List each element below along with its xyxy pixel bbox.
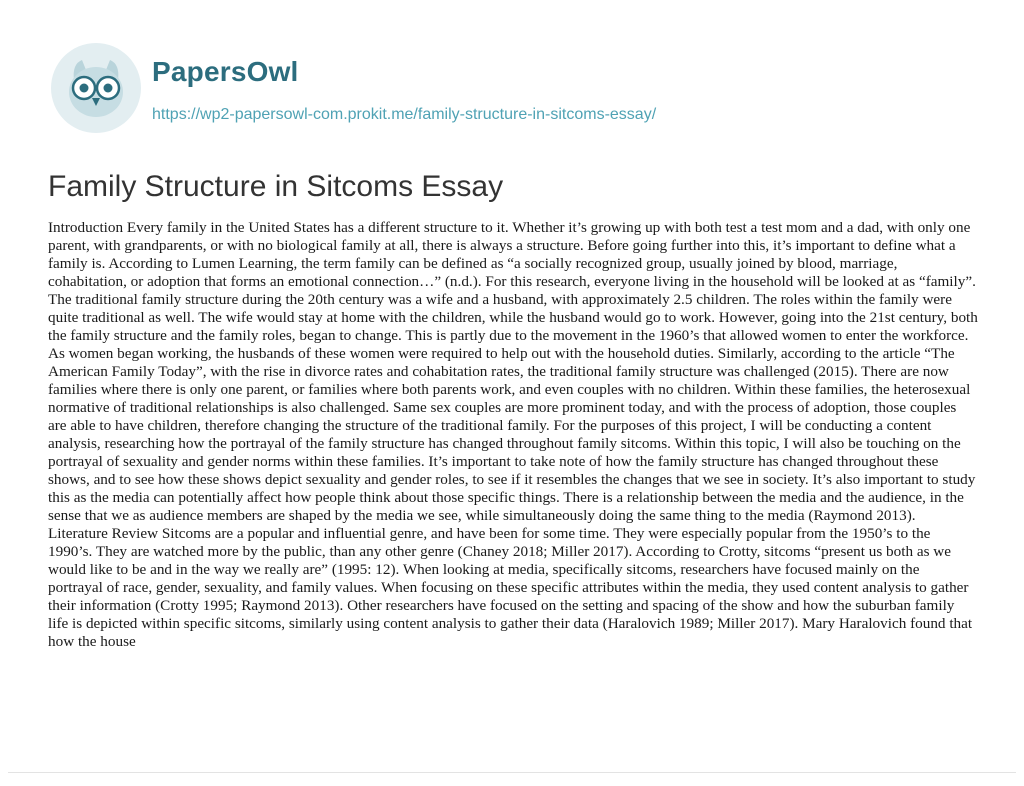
owl-logo-icon[interactable]: [48, 40, 144, 136]
essay-body: Introduction Every family in the United States has a different structure to it. Whether it’s growing up with both test a test mom and a dad, with only one parent, with grandparents, or with no biological family at all, there is always a structure. Before going further into this, it’s important to define what a family is. According to Lumen Learning, the term family can be defined as “a socially recognized group, usually joined by blood, marriage, cohabitation, or adoption that forms an emotional connection…” (n.d.). For this research, everyone living in the household will be looked at as “family”. The traditional family structure during the 20th century was a wife and a husband, with approximately 2.5 children. The roles within the family were quite traditional as well. The wife would stay at home with the children, while the husband would go to work. However, going into the 21st century, both the family structure and the family roles, began to change. This is partly due to the movement in the 1960’s that allowed women to enter the workforce. As women began working, the husbands of these women were required to help out with the household duties. Similarly, according to the article “The American Family Today”, with the rise in divorce rates and cohabitation rates, the traditional family structure was challenged (2015). There are now families where there is only one parent, or families where both parents work, and even couples with no children. Within these families, the heterosexual normative of traditional relationships is also challenged. Same sex couples are more prominent today, and with the process of adoption, those couples are able to have children, therefore changing the structure of the traditional family. For the purposes of this project, I will be conducting a content analysis, researching how the portrayal of the family structure has changed throughout family sitcoms. Within this topic, I will also be touching on the portrayal of sexuality and gender norms within these families. It’s important to take note of how the family structure has changed throughout these shows, and to see how these shows depict sexuality and gender roles, to see if it resembles the changes that we see in society. It’s also important to study this as the media can potentially affect how people think about those specific things. There is a relationship between the media and the audience, in the sense that we as audience members are shaped by the media we see, while simultaneously doing the same thing to the media (Raymond 2013). Literature Review Sitcoms are a popular and influential genre, and have been for some time. They were especially popular from the 1950’s to the 1990’s. They are watched more by the public, than any other genre (Chaney 2018; Miller 2017). According to Crotty, sitcoms “present us both as we would like to be and in the way we really are” (1995: 12). When looking at media, specifically sitcoms, researchers have focused mainly on the portrayal of race, gender, sexuality, and family values. When focusing on these specific attributes within the media, they used content analysis to gather their information (Crotty 1995; Raymond 2013). Other researchers have focused on the setting and spacing of the show and how the suburban family life is depicted within specific sitcoms, similarly using content analysis to gather their data (Haralovich 1989; Miller 2017). Mary Haralovich found that how the house: [48, 219, 978, 651]
page-url-link[interactable]: https://wp2-papersowl-com.prokit.me/family-structure-in-sitcoms-essay/: [152, 106, 657, 123]
site-header: [48, 36, 988, 140]
footer-divider: [8, 772, 1016, 773]
essay-title: Family Structure in Sitcoms Essay: [48, 170, 504, 203]
brand-name[interactable]: PapersOwl: [152, 56, 299, 87]
